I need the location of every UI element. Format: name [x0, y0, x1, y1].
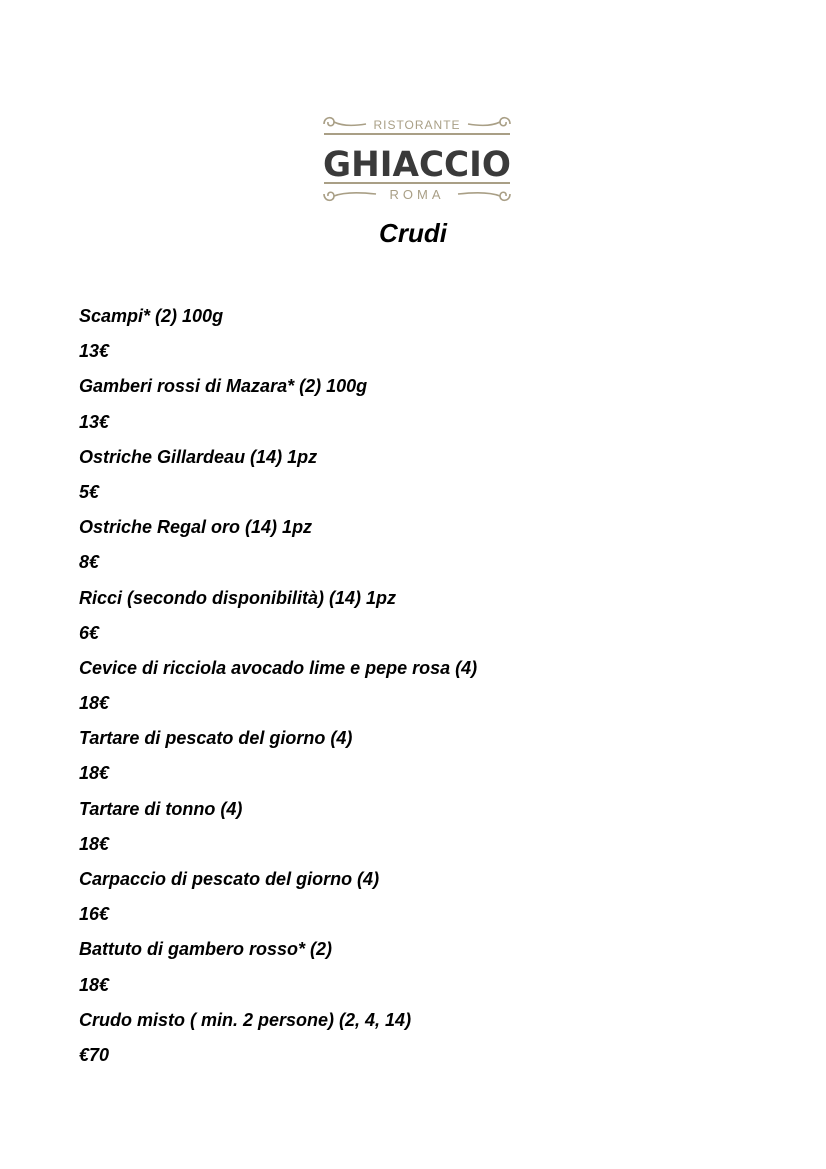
logo-top-text: RISTORANTE — [373, 118, 461, 132]
restaurant-logo — [320, 112, 514, 204]
dish-name: Ricci (secondo disponibilità) (14) 1pz — [79, 587, 397, 608]
section-title: Crudi — [379, 218, 447, 248]
dish-name: Gamberi rossi di Mazara* (2) 100g — [79, 376, 368, 397]
dish-price: 6€ — [79, 622, 100, 643]
dish-price: €70 — [79, 1044, 110, 1065]
dish-name: Ostriche Gillardeau (14) 1pz — [79, 446, 318, 467]
dish-name: Scampi* (2) 100g — [79, 306, 224, 326]
menu-item — [79, 1008, 779, 1078]
dish-name: Battuto di gambero rosso* (2) — [79, 939, 333, 960]
menu-item — [79, 586, 779, 656]
logo-graphic — [320, 112, 514, 204]
menu-item — [79, 656, 779, 726]
ornament-top-left — [324, 118, 366, 126]
menu-item — [79, 937, 779, 1007]
dish-price: 18€ — [79, 974, 110, 995]
dish-name: Tartare di tonno (4) — [79, 798, 243, 819]
dish-name: Ostriche Regal oro (14) 1pz — [79, 517, 313, 538]
menu-item — [79, 797, 779, 867]
dish-price: 18€ — [79, 763, 110, 784]
ornament-bottom-right — [458, 192, 510, 200]
dish-name: Crudo misto ( min. 2 persone) (2, 4, 14) — [79, 1009, 412, 1030]
dish-price: 8€ — [79, 552, 100, 573]
menu-item — [79, 515, 779, 585]
dish-name: Tartare di pescato del giorno (4) — [79, 728, 353, 749]
menu-list — [79, 304, 779, 1078]
menu-item — [79, 726, 779, 796]
dish-name: Cevice di ricciola avocado lime e pepe rosa (4) — [79, 657, 478, 678]
menu-item — [79, 374, 779, 444]
dish-price: 18€ — [79, 833, 110, 854]
menu-item — [79, 445, 779, 515]
dish-price: 18€ — [79, 693, 110, 714]
ornament-top-right — [468, 118, 510, 126]
ornament-bottom-left — [324, 192, 376, 200]
logo-name: GHIACCIO — [323, 145, 511, 185]
menu-item — [79, 867, 779, 937]
logo-bottom-text: ROMA — [389, 187, 445, 202]
dish-price: 5€ — [79, 481, 100, 502]
menu-item — [79, 304, 779, 374]
dish-price: 16€ — [79, 904, 110, 925]
dish-price: 13€ — [79, 411, 110, 432]
dish-name: Carpaccio di pescato del giorno (4) — [79, 869, 380, 889]
dish-price: 13€ — [79, 341, 110, 362]
